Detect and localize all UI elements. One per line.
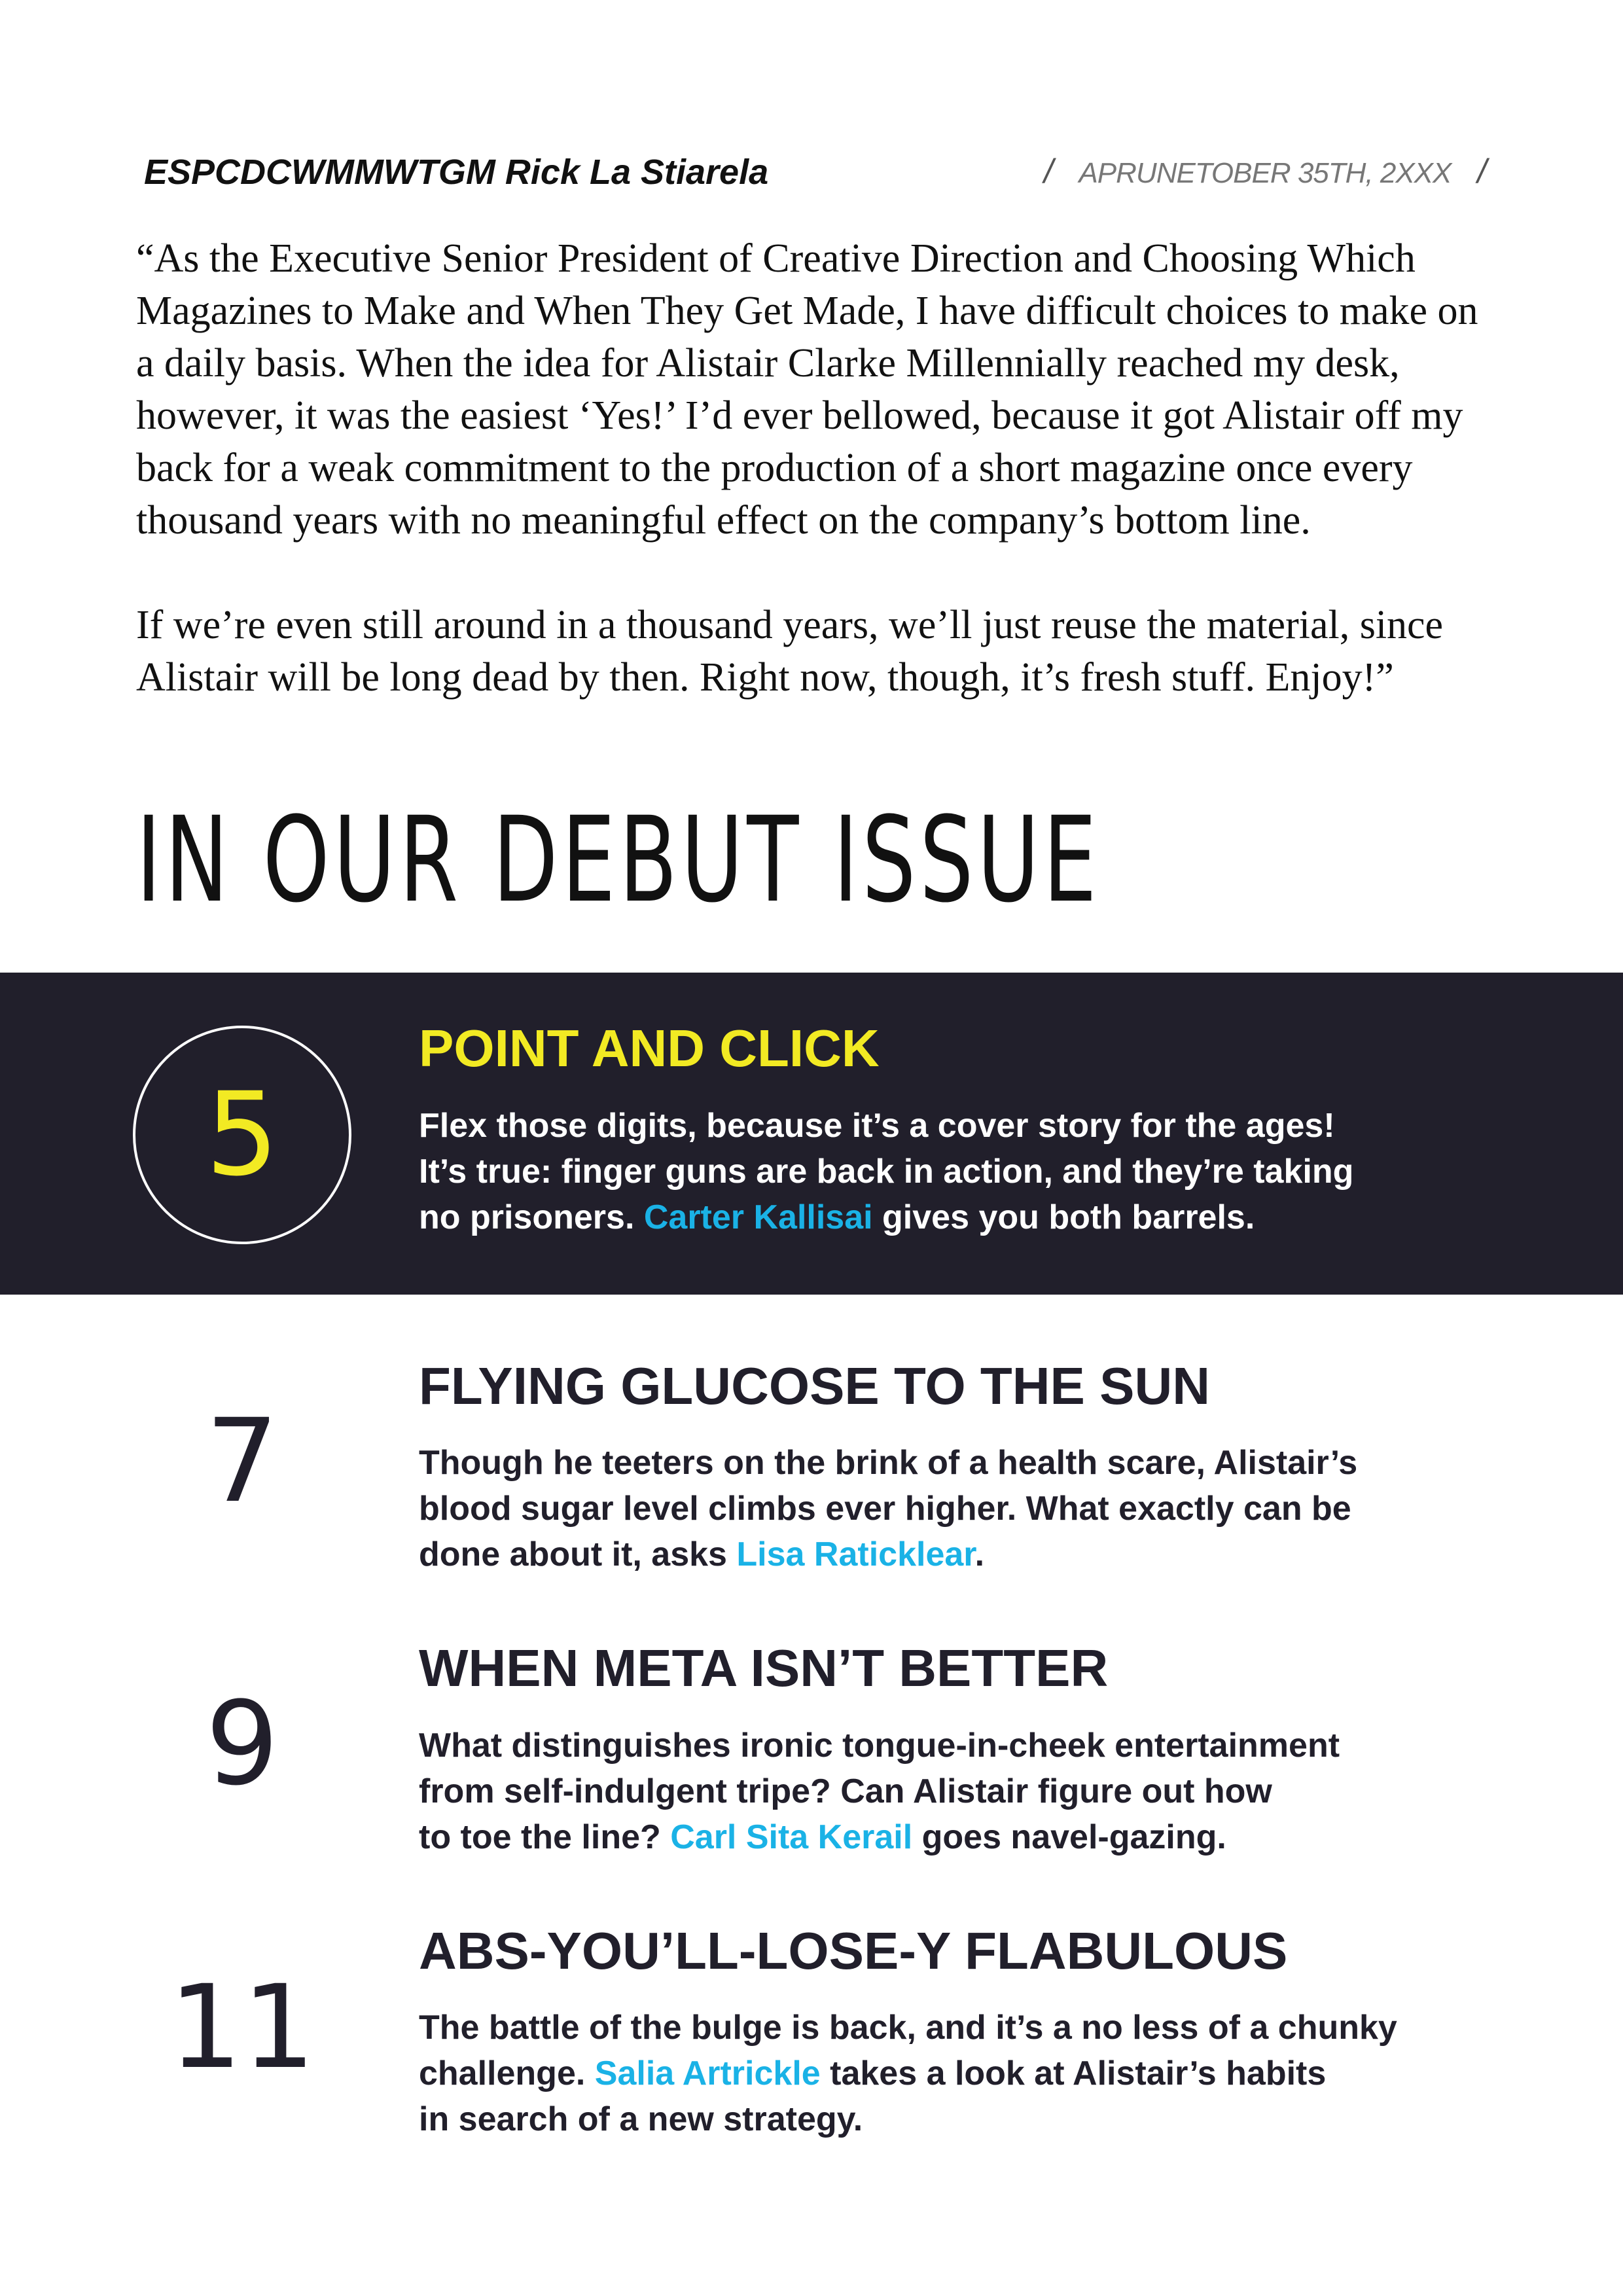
issue-date — [1044, 152, 1502, 191]
description-line: from self-indulgent tripe? Can Alistair figure out how — [419, 1772, 1272, 1810]
author-name: Carter Kallisai — [643, 1198, 873, 1236]
description-text: done about it, asks — [419, 1535, 737, 1573]
description-line: blood sugar level climbs ever higher. What exactly can be — [419, 1490, 1351, 1528]
article-title: FLYING GLUCOSE TO THE SUN — [419, 1357, 1211, 1415]
description-text: goes navel-gazing. — [912, 1818, 1226, 1856]
description-line: in search of a new strategy. — [419, 2100, 863, 2138]
section-title: IN OUR DEBUT ISSUE — [136, 792, 1101, 929]
date-slash-left: / — [1044, 152, 1053, 190]
page-number: 9 — [205, 1677, 279, 1811]
issue-date-text: APRUNETOBER 35TH, 2XXX — [1079, 157, 1452, 189]
description-text: challenge. — [419, 2054, 595, 2092]
description-text: takes a look at Alistair’s habits — [820, 2054, 1327, 2092]
date-slash-right: / — [1477, 152, 1486, 190]
description-text: . — [974, 1535, 985, 1573]
editor-letter — [136, 232, 1497, 704]
page-number: 11 — [169, 1960, 315, 2094]
cover-story-title: POINT AND CLICK — [419, 1019, 880, 1077]
cover-story-page-number: 5 — [205, 1067, 279, 1202]
description-line — [419, 2051, 1531, 2096]
description-line: Though he teeters on the brink of a health scare, Alistair’s — [419, 1444, 1358, 1482]
description-line — [419, 1814, 1531, 1860]
author-name: Carl Sita Kerail — [670, 1818, 913, 1856]
editor-letter-paragraph-1: “As the Executive Senior President of Creative Direction and Choosing Which Magazines to Make and When They Get Made, I have difficult choices to make on a daily basis. When the idea for Alistair Clarke Millennially reached my desk, however, it was the easiest ‘Yes!’ I’d ever bellowed, because it got Alistair off my back for a weak commitment to the production of a short magazine once every thousand years with no meaningful effect on the company’s bottom line. — [136, 236, 1478, 543]
article-description — [419, 2005, 1531, 2142]
description-line: Flex those digits, because it’s a cover story for the ages! — [419, 1107, 1335, 1145]
editor-byline: ESPCDCWMMWTGM Rick La Stiarela — [144, 152, 769, 192]
editor-letter-paragraph-2: If we’re even still around in a thousand years, we’ll just reuse the material, since Alistair will be long dead by then. Right now, though, it’s fresh stuff. Enjoy!” — [136, 603, 1444, 700]
description-text: no prisoners. — [419, 1198, 644, 1236]
description-line: The battle of the bulge is back, and it’s a no less of a chunky — [419, 2009, 1397, 2047]
article-description — [419, 1723, 1531, 1860]
article-title: WHEN META ISN’T BETTER — [419, 1639, 1109, 1697]
description-text: to toe the line? — [419, 1818, 671, 1856]
article-title: ABS-YOU’LL-LOSE-Y FLABULOUS — [419, 1922, 1288, 1980]
description-line: What distinguishes ironic tongue-in-cheek entertainment — [419, 1727, 1340, 1765]
author-name: Salia Artrickle — [594, 2054, 821, 2092]
description-line — [419, 1532, 1531, 1577]
page-number: 7 — [205, 1394, 279, 1528]
cover-story-description — [419, 1103, 1531, 1240]
description-line: It’s true: finger guns are back in action, and they’re taking — [419, 1153, 1354, 1191]
description-line — [419, 1194, 1531, 1240]
article-description — [419, 1440, 1531, 1577]
author-name: Lisa Raticklear — [736, 1535, 975, 1573]
description-text: gives you both barrels. — [872, 1198, 1255, 1236]
